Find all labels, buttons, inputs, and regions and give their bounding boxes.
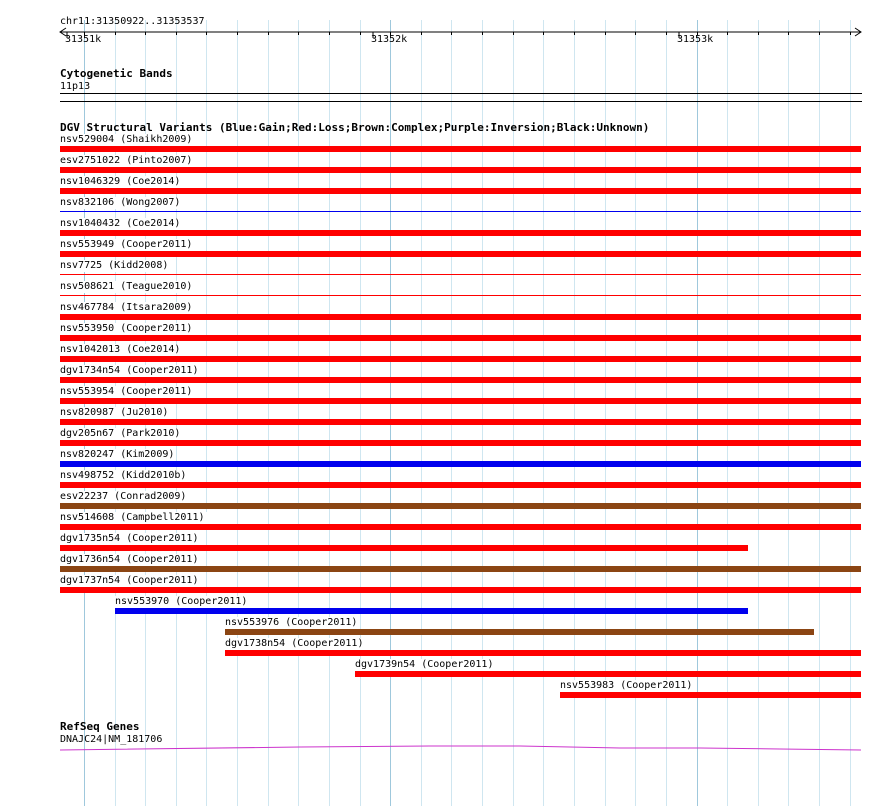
ruler-tick-label: 31353k — [677, 34, 714, 45]
variant-bar[interactable] — [60, 482, 861, 488]
variant-bar[interactable] — [60, 377, 861, 383]
variant-label[interactable]: dgv1739n54 (Cooper2011) — [355, 659, 494, 670]
variant-bar[interactable] — [60, 188, 861, 194]
variant-label[interactable]: nsv553954 (Cooper2011) — [60, 386, 193, 397]
variant-label[interactable]: nsv553970 (Cooper2011) — [115, 596, 248, 607]
variant-label[interactable]: dgv1735n54 (Cooper2011) — [60, 533, 199, 544]
variant-label[interactable]: nsv820247 (Kim2009) — [60, 449, 175, 460]
variant-label[interactable]: dgv1737n54 (Cooper2011) — [60, 575, 199, 586]
variant-label[interactable]: nsv498752 (Kidd2010b) — [60, 470, 187, 481]
variant-bar[interactable] — [60, 314, 861, 320]
ruler-tick-label: 31352k — [371, 34, 408, 45]
variant-label[interactable]: dgv1734n54 (Cooper2011) — [60, 365, 199, 376]
variant-label[interactable]: esv22237 (Conrad2009) — [60, 491, 187, 502]
ruler-tick-label: 31351k — [65, 34, 102, 45]
variant-bar[interactable] — [60, 230, 861, 236]
variant-bar[interactable] — [60, 398, 861, 404]
cytoband-track-title: Cytogenetic Bands — [60, 67, 173, 80]
refseq-track-title: RefSeq Genes — [60, 720, 140, 733]
variant-bar[interactable] — [60, 503, 861, 509]
variant-label[interactable]: nsv1042013 (Coe2014) — [60, 344, 181, 355]
variant-label[interactable]: nsv553949 (Cooper2011) — [60, 239, 193, 250]
variant-bar[interactable] — [60, 274, 861, 275]
variant-bar[interactable] — [60, 211, 861, 212]
variant-label[interactable]: nsv514608 (Campbell2011) — [60, 512, 205, 523]
variant-bar[interactable] — [225, 650, 861, 656]
variant-bar[interactable] — [225, 629, 814, 635]
variant-bar[interactable] — [355, 671, 861, 677]
variant-bar[interactable] — [60, 146, 861, 152]
variant-bar[interactable] — [60, 545, 748, 551]
variant-label[interactable]: dgv205n67 (Park2010) — [60, 428, 181, 439]
cytoband-bar-top[interactable] — [60, 93, 862, 94]
cytoband-label: 11p13 — [60, 81, 91, 92]
variant-bar[interactable] — [60, 461, 861, 467]
variant-label[interactable]: nsv553983 (Cooper2011) — [560, 680, 693, 691]
cytoband-bar-bottom[interactable] — [60, 101, 862, 102]
refseq-gene-label: DNAJC24|NM_181706 — [60, 734, 163, 745]
variant-bar[interactable] — [60, 524, 861, 530]
variant-bar[interactable] — [60, 440, 861, 446]
variant-label[interactable]: nsv820987 (Ju2010) — [60, 407, 169, 418]
variant-label[interactable]: nsv508621 (Teague2010) — [60, 281, 193, 292]
variant-bar[interactable] — [60, 335, 861, 341]
dgv-track-title: DGV Structural Variants (Blue:Gain;Red:Loss;Brown:Complex;Purple:Inversion;Black:Unknown) — [60, 121, 650, 134]
variant-label[interactable]: nsv529004 (Shaikh2009) — [60, 134, 193, 145]
variant-label[interactable]: nsv553950 (Cooper2011) — [60, 323, 193, 334]
variant-label[interactable]: nsv7725 (Kidd2008) — [60, 260, 169, 271]
variant-bar[interactable] — [60, 566, 861, 572]
variant-label[interactable]: dgv1736n54 (Cooper2011) — [60, 554, 199, 565]
variant-bar[interactable] — [115, 608, 748, 614]
variant-bar[interactable] — [60, 167, 861, 173]
variant-label[interactable]: nsv832106 (Wong2007) — [60, 197, 181, 208]
region-label: chr11:31350922..31353537 — [60, 16, 205, 27]
variant-label[interactable]: nsv553976 (Cooper2011) — [225, 617, 358, 628]
variant-label[interactable]: esv2751022 (Pinto2007) — [60, 155, 193, 166]
variant-bar[interactable] — [60, 587, 861, 593]
variant-label[interactable]: nsv1040432 (Coe2014) — [60, 218, 181, 229]
variant-label[interactable]: nsv467784 (Itsara2009) — [60, 302, 193, 313]
variant-bar[interactable] — [560, 692, 861, 698]
variant-bar[interactable] — [60, 356, 861, 362]
refseq-gene-feature[interactable] — [0, 740, 890, 760]
variant-bar[interactable] — [60, 419, 861, 425]
variant-label[interactable]: dgv1738n54 (Cooper2011) — [225, 638, 364, 649]
gene-line — [60, 746, 861, 750]
variant-bar[interactable] — [60, 251, 861, 257]
variant-label[interactable]: nsv1046329 (Coe2014) — [60, 176, 181, 187]
variant-bar[interactable] — [60, 295, 861, 296]
ruler-axis[interactable] — [0, 20, 890, 70]
